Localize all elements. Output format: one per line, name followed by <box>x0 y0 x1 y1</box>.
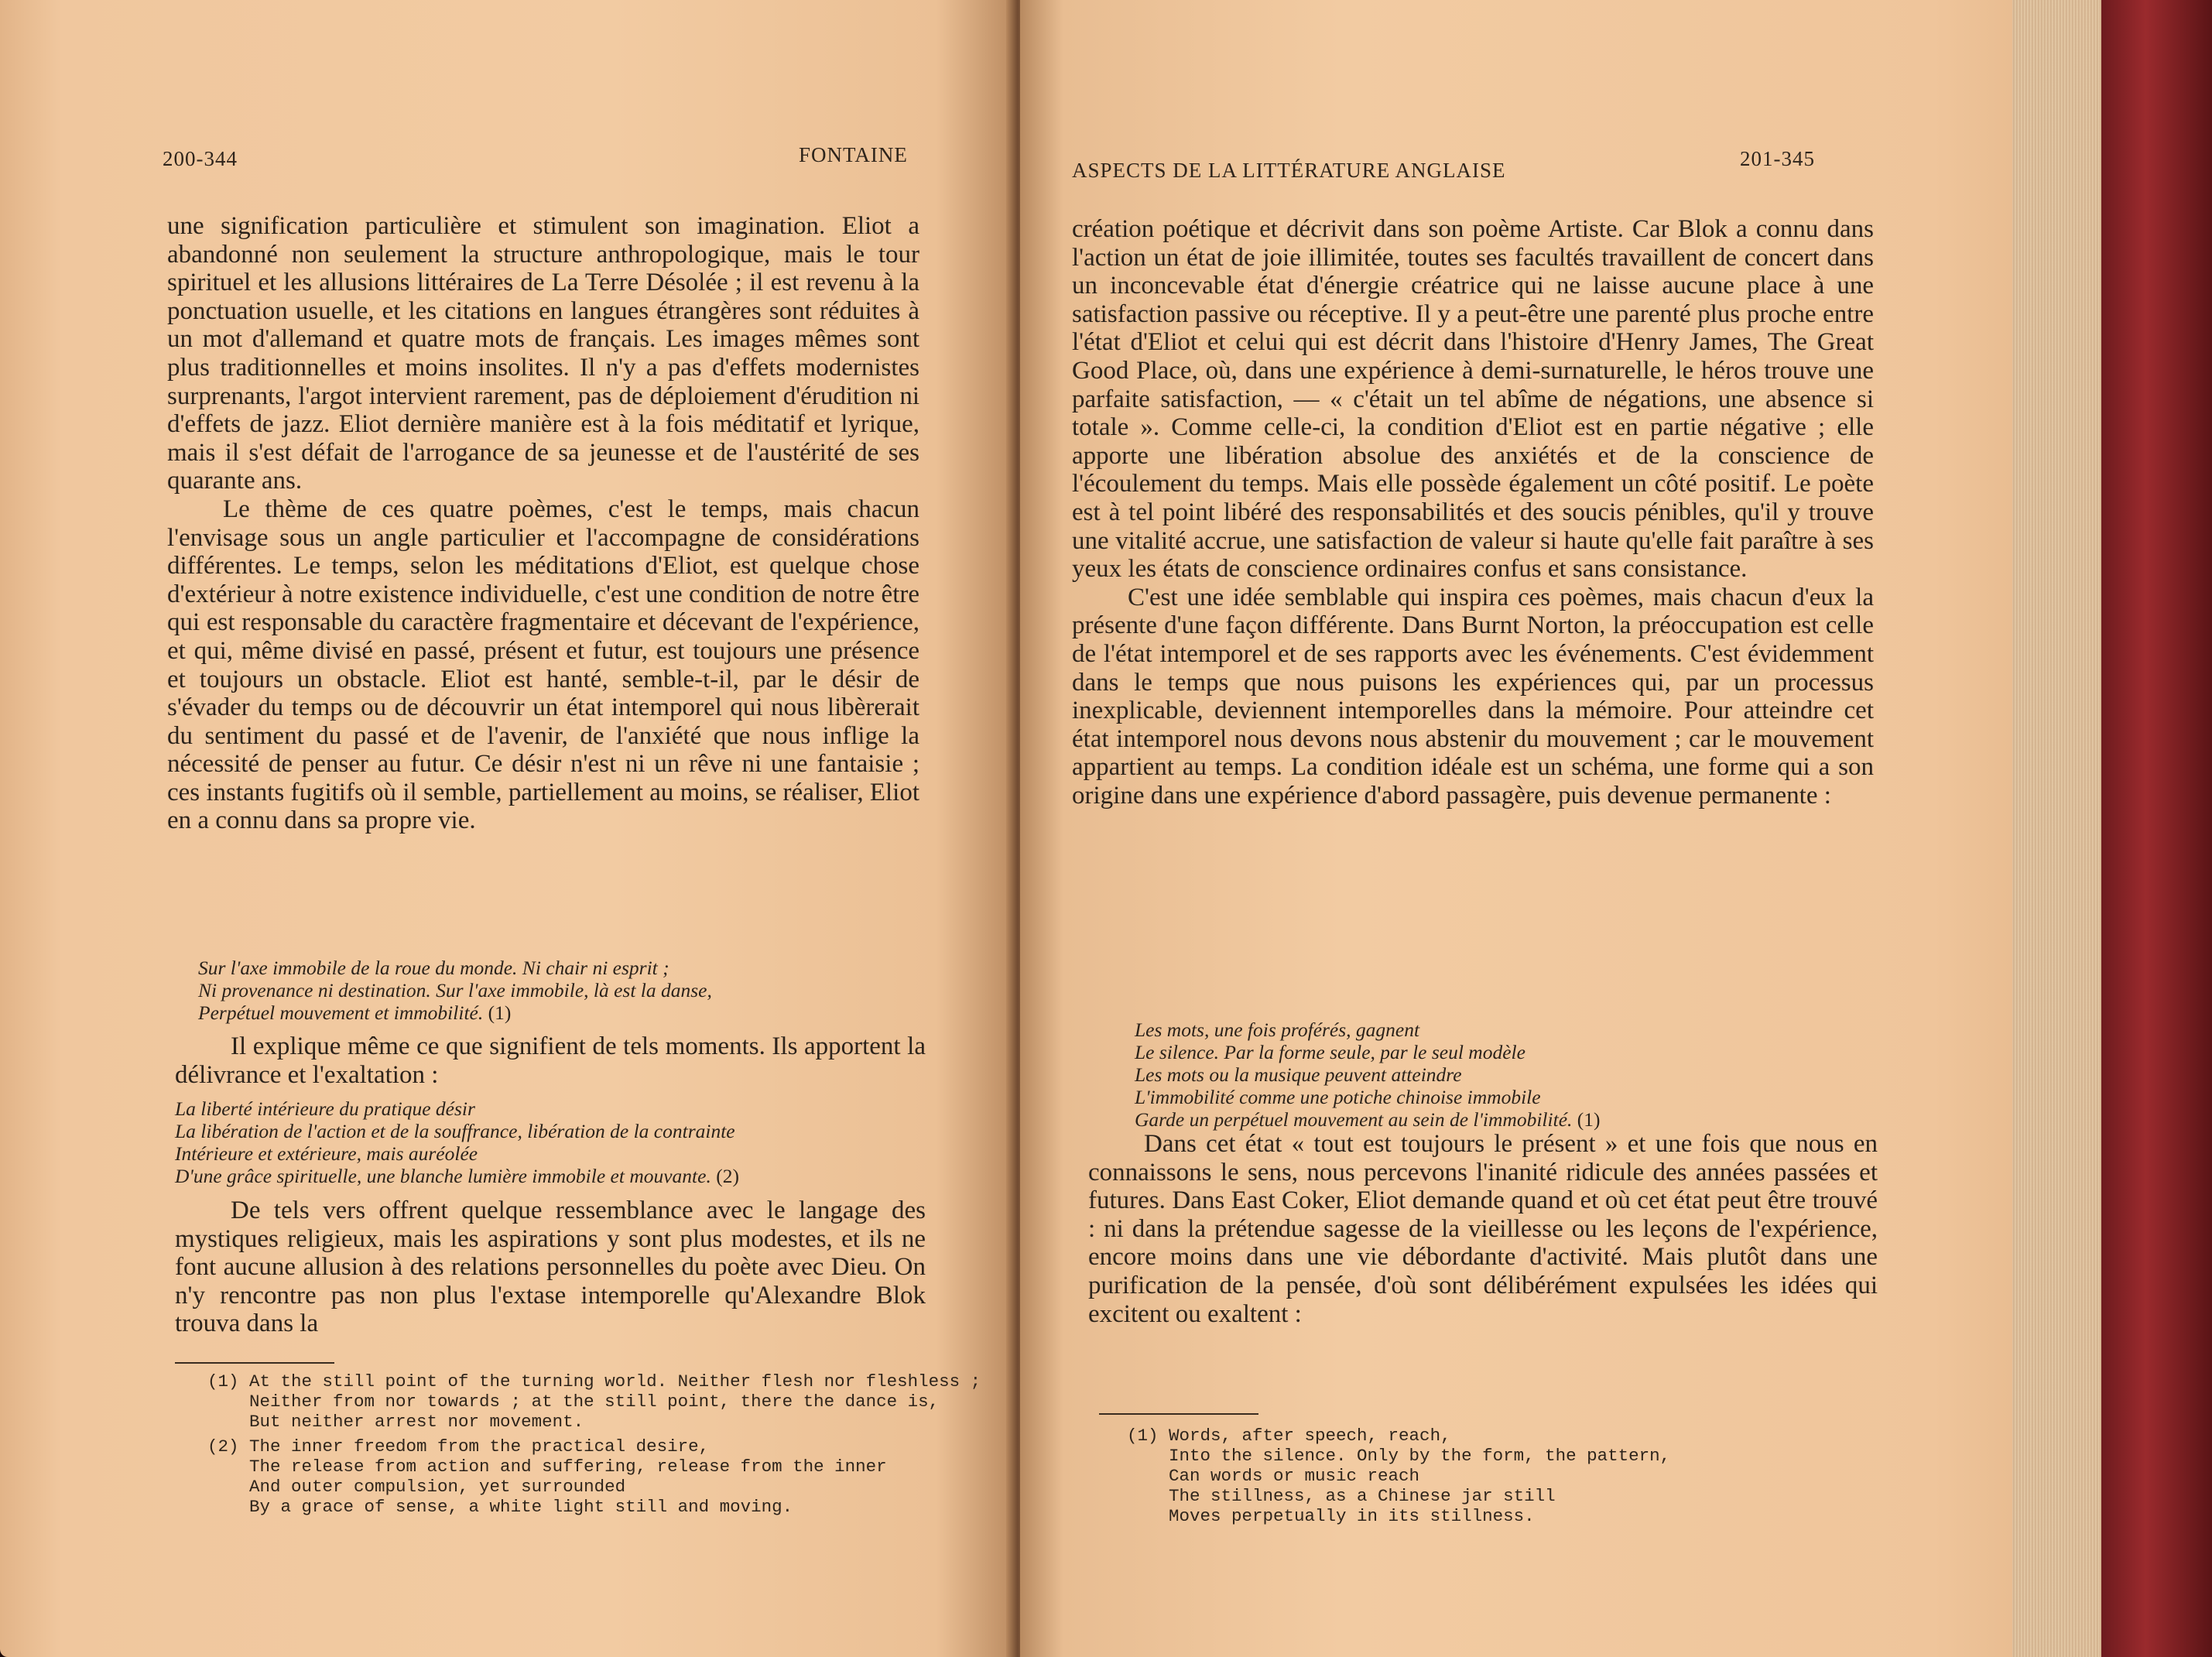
right-body-end <box>1088 1130 1878 1328</box>
right-quote-1-line: Les mots, une fois proférés, gagnent <box>1135 1019 1420 1041</box>
right-quote-1-line: Les mots ou la musique peuvent atteindre <box>1135 1063 1462 1086</box>
left-paragraph-4: De tels vers offrent quelque ressemblance avec le langage des mystiques religieux, mais les aspirations y sont plus modestes, et ils ne font aucune allusion à des relations personnelles du poète avec Dieu. On n'y rencontre pas non plus l'extase intemporelle qu'Alexandre Blok trouva dans la <box>175 1197 926 1338</box>
right-quote-1-line: Le silence. Par la forme seule, par le seul modèle <box>1135 1041 1525 1063</box>
left-quote-1-line: Ni provenance ni destination. Sur l'axe immobile, là est la danse, <box>198 979 712 1001</box>
right-quote-1-line: L'immobilité comme une potiche chinoise immobile <box>1135 1086 1541 1108</box>
left-quote-1-line: Sur l'axe immobile de la roue du monde. Ni chair ni esprit ; <box>198 957 669 979</box>
left-body-end <box>175 1197 926 1338</box>
right-quote-1 <box>1135 1019 1878 1131</box>
right-footnote-rule <box>1099 1413 1258 1415</box>
right-quote-1-line-text: Garde un perpétuel mouvement au sein de l'immobilité. <box>1135 1108 1573 1131</box>
footnote-ref-2: (2) <box>716 1165 739 1187</box>
right-paragraph-3: Dans cet état « tout est toujours le présent » et une fois que nous en connaissons le sens, nous percevons l'inanité ridicule des années passées et futures. Dans East Coker, Eliot demande quand et où cet état peut être trouvé : ni dans la prétendue sagesse de la vieillesse ou les leçons de l'expérience, encore moins dans une vie débordante d'activité. Mais plutôt dans une purification de la pensée, d'où sont délibérément expulsées les idées qui excitent ou exaltent : <box>1088 1130 1878 1328</box>
left-quote-1-line-text: Perpétuel mouvement et immobilité. <box>198 1001 484 1024</box>
right-body-top <box>1072 215 1874 810</box>
right-paragraph-1: création poétique et décrivit dans son poème Artiste. Car Blok a connu dans l'action un état de joie illimitée, toutes ses facultés travaillent de concert dans un inconcevable état d'énergie créatrice qui ne laisse aucune place à une satisfaction passive ou réceptive. Il y a peut-être une parenté plus proche entre l'état d'Eliot et celui qui est décrit dans l'histoire d'Henry James, The Great Good Place, où, dans une expérience à demi-surnaturelle, le héros trouve une parfaite satisfaction, — « c'était un tel abîme de négations, une absence si totale ». Comme celle-ci, la condition d'Eliot est en partie négative ; elle apporte une libération absolue des anxiétés et de la conscience de l'écoulement du temps. Mais elle possède également un côté positif. Le poète est à tel point libéré des responsabilités et des soucis pénibles, qu'il y trouve une vitalité accrue, une satisfaction de valeur si haute qu'elle fait paraître à ses yeux les états de conscience ordinaires confus et sans consistance. <box>1072 215 1874 584</box>
left-quote-2-line-text: D'une grâce spirituelle, une blanche lumière immobile et mouvante. <box>175 1165 711 1187</box>
footnote-ref-right-1: (1) <box>1577 1108 1601 1131</box>
left-quote-2-line: La liberté intérieure du pratique désir <box>175 1097 475 1120</box>
left-quote-2-line <box>175 1165 933 1187</box>
left-footnote-rule <box>175 1362 334 1364</box>
right-quote-1-line <box>1135 1108 1878 1131</box>
left-running-head: FONTAINE <box>799 143 908 166</box>
right-footnote-1: (1) Words, after speech, reach, Into the silence. Only by the form, the pattern, Can words or music reach The stillness, as a Chinese jar still Moves perpetually in its stillness. <box>1127 1426 1671 1526</box>
right-running-head: ASPECTS DE LA LITTÉRATURE ANGLAISE <box>1072 159 1506 182</box>
left-body-top <box>167 212 919 835</box>
left-quote-2 <box>175 1097 933 1187</box>
right-paragraph-2: C'est une idée semblable qui inspira ces poèmes, mais chacun d'eux la présente d'une façon différente. Dans Burnt Norton, la préoccupation est celle de l'état intemporel et de ses rapports avec les événements. C'est évidemment dans le temps que nous puisons les expériences qui, par un processus inexplicable, deviennent intemporelles dans la mémoire. Pour atteindre cet état intemporel nous devons nous abstenir du mouvement ; car le mouvement appartient au temps. La condition idéale est un schéma, une forme qui a son origine dans une expérience d'abord passagère, puis devenue permanente : <box>1072 583 1874 810</box>
left-footnote-2: (2) The inner freedom from the practical desire, The release from action and suffering, release from the inner And outer compulsion, yet surrounded By a grace of sense, a white light still and moving. <box>207 1436 887 1517</box>
right-page <box>1020 0 2096 1657</box>
left-paragraph-3: Il explique même ce que signifient de tels moments. Ils apportent la délivrance et l'exaltation : <box>175 1032 926 1089</box>
left-footnote-1: (1) At the still point of the turning world. Neither flesh nor fleshless ; Neither from nor towards ; at the still point, there the dance is, But neither arrest nor movement. <box>207 1371 981 1432</box>
left-quote-1 <box>198 957 926 1024</box>
left-paragraph-1: une signification particulière et stimulent son imagination. Eliot a abandonné non seulement la structure anthropologique, mais le tour spirituel et les allusions littéraires de La Terre Désolée ; il est revenu à la ponctuation usuelle, et les citations en langues étrangères sont réduites à un mot d'allemand et quatre mots de français. Les images mêmes sont plus traditionnelles et moins insolites. Il n'y a pas d'effets modernistes surprenants, l'argot intervient rarement, pas de déploiement d'érudition ni d'effets de jazz. Eliot dernière manière est à la fois méditatif et lyrique, mais il s'est défait de l'arrogance de sa jeunesse et de l'austérité de ses quarante ans. <box>167 212 919 495</box>
page-edges <box>2012 0 2105 1657</box>
book-cover-edge <box>2101 0 2212 1657</box>
right-page-number: 201-345 <box>1740 147 1815 170</box>
left-paragraph-2: Le thème de ces quatre poèmes, c'est le temps, mais chacun l'envisage sous un angle particulier et l'accompagne de considérations différentes. Le temps, selon les méditations d'Eliot, est quelque chose d'extérieur à notre existence individuelle, c'est une condition de notre être qui est responsable du caractère fragmentaire et décevant de l'expérience, et qui, même divisé en passé, présent et futur, est toujours une présence et toujours un obstacle. Eliot est hanté, semble-t-il, par le désir de s'évader du temps ou de découvrir un état intemporel qui nous libèrerait du sentiment du passé et de l'avenir, de l'anxiété que nous inflige la nécessité de penser au futur. Ce désir n'est ni un rêve ni une fantaisie ; ces instants fugitifs où il semble, partiellement au moins, se réaliser, Eliot en a connu dans sa propre vie. <box>167 495 919 835</box>
left-body-mid <box>175 1032 926 1089</box>
left-quote-2-line: Intérieure et extérieure, mais auréolée <box>175 1142 478 1165</box>
left-quote-2-line: La libération de l'action et de la souffrance, libération de la contrainte <box>175 1120 735 1142</box>
left-page-number: 200-344 <box>163 147 238 170</box>
left-quote-1-line <box>198 1001 926 1024</box>
left-page <box>0 0 1018 1657</box>
footnote-ref-1: (1) <box>488 1001 512 1024</box>
